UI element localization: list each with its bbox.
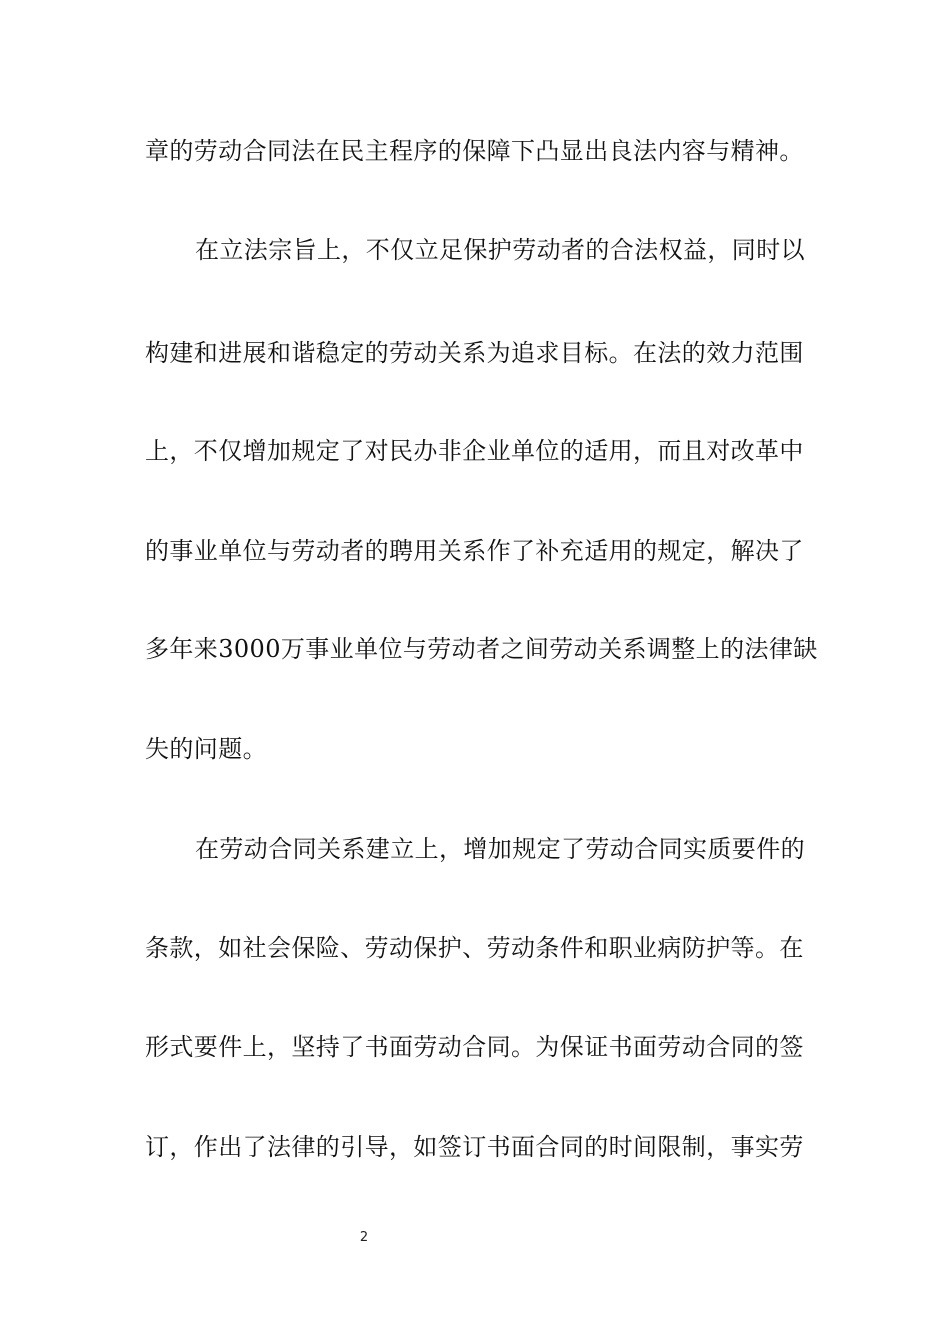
text-line-6: 多年来3000万事业单位与劳动者之间劳动关系调整上的法律缺 xyxy=(145,635,818,663)
text-line-11: 订，作出了法律的引导，如签订书面合同的时间限制，事实劳 xyxy=(145,1133,804,1161)
text-line-4: 上，不仅增加规定了对民办非企业单位的适用，而且对改革中 xyxy=(145,437,804,465)
text-line-2: 在立法宗旨上，不仅立足保护劳动者的合法权益，同时以 xyxy=(195,236,805,264)
text-line-10: 形式要件上，坚持了书面劳动合同。为保证书面劳动合同的签 xyxy=(145,1033,804,1061)
text-line-5: 的事业单位与劳动者的聘用关系作了补充适用的规定，解决了 xyxy=(145,537,804,565)
text-line-9: 条款，如社会保险、劳动保护、劳动条件和职业病防护等。在 xyxy=(145,934,804,962)
text-line-8: 在劳动合同关系建立上，增加规定了劳动合同实质要件的 xyxy=(195,835,805,863)
text-line-7: 失的问题。 xyxy=(145,735,267,763)
text-line-3: 构建和进展和谐稳定的劳动关系为追求目标。在法的效力范围 xyxy=(145,339,804,367)
text-line-1: 章的劳动合同法在民主程序的保障下凸显出良法内容与精神。 xyxy=(145,137,804,165)
page-number: 2 xyxy=(359,1230,369,1245)
